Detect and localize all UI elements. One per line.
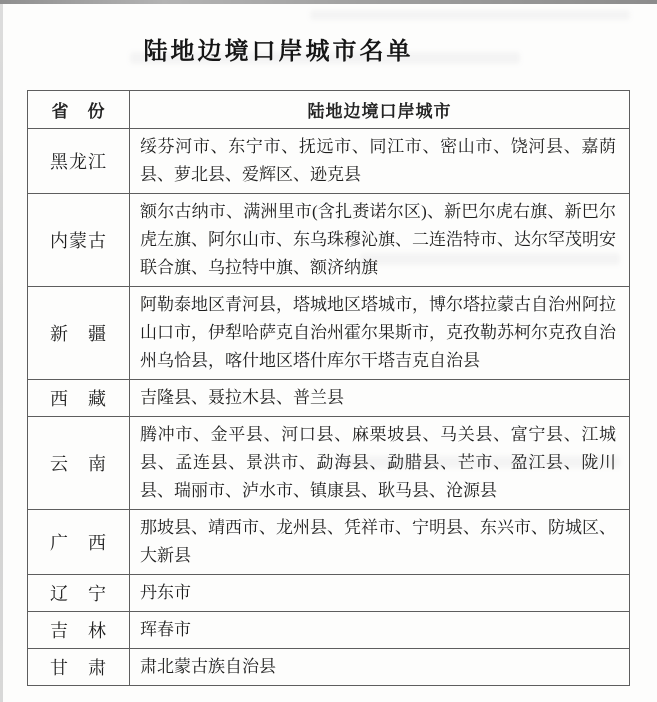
header-province: 省 份 [28, 91, 130, 129]
province-cell: 黑龙江 [28, 129, 130, 194]
cities-cell: 肃北蒙古族自治县 [130, 649, 630, 686]
cities-cell: 珲春市 [130, 612, 630, 649]
table-row [28, 194, 630, 287]
table-header-row [28, 91, 630, 129]
province-cell: 辽 宁 [28, 575, 130, 612]
province-cell: 甘 肃 [28, 649, 130, 686]
table-row [28, 649, 630, 686]
cities-cell: 丹东市 [130, 575, 630, 612]
province-cell: 广 西 [28, 510, 130, 575]
page-title: 陆地边境口岸城市名单 [143, 39, 414, 66]
border-cities-table-container [27, 90, 630, 686]
table-row [28, 417, 630, 510]
table-row [28, 575, 630, 612]
table-row [28, 510, 630, 575]
scan-edge-top-artifact [0, 0, 657, 4]
cities-cell: 那坡县、靖西市、龙州县、凭祥市、宁明县、东兴市、防城区、大新县 [130, 510, 630, 575]
cities-cell: 额尔古纳市、满洲里市(含扎赉诺尔区)、新巴尔虎右旗、新巴尔虎左旗、阿尔山市、东乌珠穆沁旗、二连浩特市、达尔罕茂明安联合旗、乌拉特中旗、额济纳旗 [130, 194, 630, 287]
province-cell: 内蒙古 [28, 194, 130, 287]
scan-edge-left-artifact [0, 4, 3, 702]
border-cities-table [27, 90, 630, 686]
cities-cell: 绥芬河市、东宁市、抚远市、同江市、密山市、饶河县、嘉荫县、萝北县、爱辉区、逊克县 [130, 129, 630, 194]
header-cities: 陆地边境口岸城市 [130, 91, 630, 129]
table-row [28, 129, 630, 194]
cities-cell: 腾冲市、金平县、河口县、麻栗坡县、马关县、富宁县、江城县、孟连县、景洪市、勐海县、勐腊县、芒市、盈江县、陇川县、瑞丽市、泸水市、镇康县、耿马县、沧源县 [130, 417, 630, 510]
table-row [28, 380, 630, 417]
table-row [28, 287, 630, 380]
cities-cell: 吉隆县、聂拉木县、普兰县 [130, 380, 630, 417]
province-cell: 云 南 [28, 417, 130, 510]
cities-cell: 阿勒泰地区青河县，塔城地区塔城市，博尔塔拉蒙古自治州阿拉山口市，伊犁哈萨克自治州霍尔果斯市，克孜勒苏柯尔克孜自治州乌恰县，喀什地区塔什库尔干塔吉克自治县 [130, 287, 630, 380]
province-cell: 西 藏 [28, 380, 130, 417]
scan-bleedthrough-artifact [310, 10, 630, 20]
province-cell: 新 疆 [28, 287, 130, 380]
province-cell: 吉 林 [28, 612, 130, 649]
table-row [28, 612, 630, 649]
